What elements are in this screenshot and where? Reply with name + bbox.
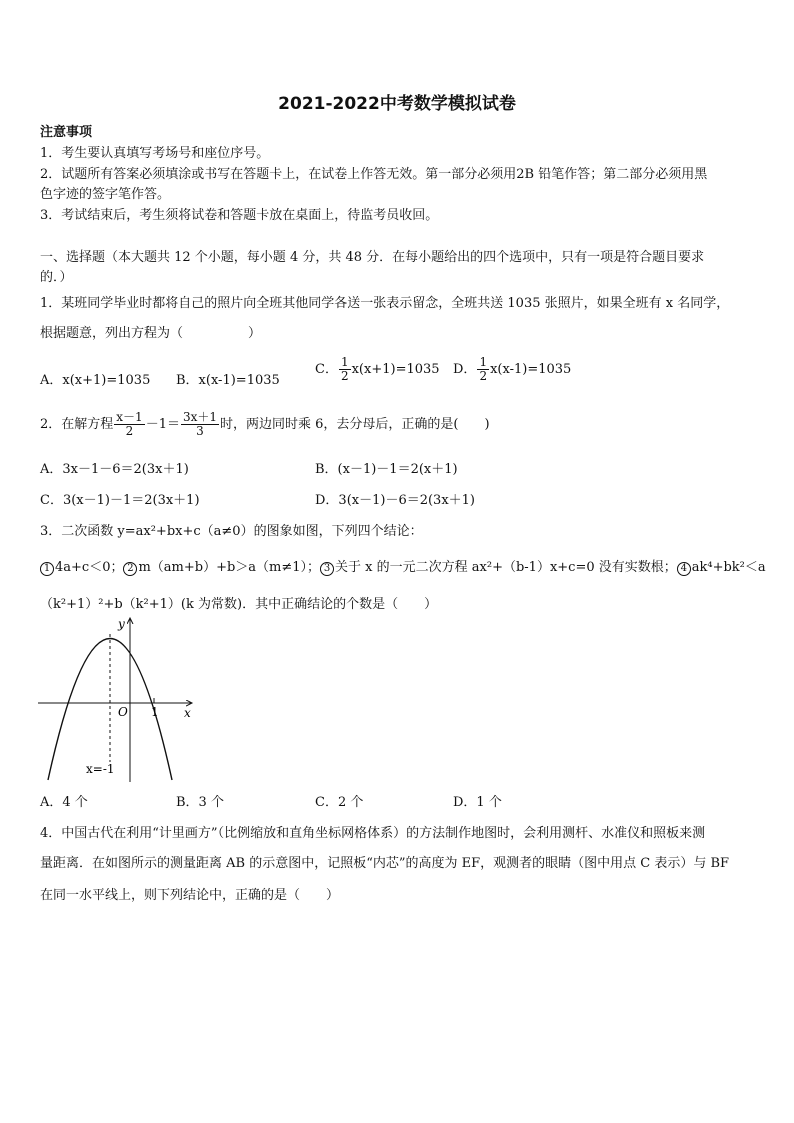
fraction: $\frac{3x+1}{3}$ [182,410,218,438]
circle-number-3: 3 [320,562,334,576]
notice-item: 3．考试结束后，考生须将试卷和答题卡放在桌面上，待监考员收回。 [40,208,439,223]
option-1c [315,356,440,383]
option-expr: x(x+1)=1035 [351,362,440,377]
option-2c: C．3(x－1)－1＝2(3x＋1) [40,493,200,508]
option-3b: B．3 个 [176,795,224,810]
circle-number-4: 4 [677,562,691,576]
notice-heading: 注意事项 [40,125,93,140]
option-3d: D．1 个 [453,795,502,810]
option-2b: B．(x－1)－1＝2(x＋1) [315,462,458,477]
question-4-text-cont: 量距离．在如图所示的测量距离 AB 的示意图中，记照板“内芯”的高度为 EF，观测者的眼睛（图中用点 C 表示）与 BF [40,856,730,871]
notice-item: 色字迹的签字笔作答。 [40,187,171,202]
option-2a: A．3x－1－6＝2(3x＋1) [40,462,189,477]
circle-number-1: 1 [40,562,54,576]
page-title: 2021-2022中考数学模拟试卷 [278,94,516,114]
question-4-text-cont: 在同一水平线上，则下列结论中，正确的是（ ） [40,888,340,903]
question-3-conclusions: 1 4a+c＜0； 2 m（am+b）+b＞a（m≠1）； 3 关于 x 的一元二次方程 ax²+（b-1）x+c=0 没有实数根； 4 ak⁴+bk²＜a [40,556,766,576]
fraction: $\frac{1}{2}$ [340,355,349,383]
symmetry-axis-label: x=-1 [86,762,115,776]
option-1b: B．x(x-1)=1035 [176,373,280,388]
question-2-text: 2．在解方程 $\frac{x-1}{2}$ －1＝ $\frac{3x+1}{3}$ 时，两边同时乘 6，去分母后，正确的是( ) [40,410,490,438]
section-heading-cont: 的．） [40,270,73,285]
option-label: C． [315,362,338,377]
question-4-text: 4．中国古代在利用“计里画方”（比例缩放和直角坐标网格体系）的方法制作地图时，会利用测杆、水准仪和照板来测 [40,826,706,841]
origin-label: O [118,705,128,719]
question-1-text-cont: 根据题意，列出方程为（ ） [40,326,262,341]
fraction: $\frac{x-1}{2}$ [116,410,143,438]
tick-label-1: 1 [151,705,159,719]
section-heading: 一、选择题（本大题共 12 个小题，每小题 4 分，共 48 分．在每小题给出的四个选项中，只有一项是符合题目要求 [40,250,705,265]
circle-number-2: 2 [123,562,137,576]
question-1-text: 1．某班同学毕业时都将自己的照片向全班其他同学各送一张表示留念，全班共送 1035 张照片，如果全班有 x 名同学， [40,296,730,311]
y-axis-label: y [118,617,125,631]
parabola-graph [36,612,206,784]
question-3-text: 3．二次函数 y=ax²+bx+c（a≠0）的图象如图，下列四个结论： [40,524,423,539]
option-label: D． [453,362,477,377]
notice-item: 2．试题所有答案必须填涂或书写在答题卡上，在试卷上作答无效。第一部分必须用2B 铅笔作答；第二部分必须用黑 [40,167,708,182]
option-3a: A．4 个 [40,795,88,810]
notice-item: 1．考生要认真填写考场号和座位序号。 [40,146,270,161]
option-2d: D．3(x－1)－6＝2(3x＋1) [315,493,475,508]
x-axis-label: x [184,706,191,720]
question-3-text-cont: （k²+1）²+b（k²+1）(k 为常数)．其中正确结论的个数是（ ） [40,597,438,612]
option-3c: C．2 个 [315,795,364,810]
option-1a: A．x(x+1)=1035 [40,373,151,388]
option-expr: x(x-1)=1035 [490,362,572,377]
option-1d [453,356,571,383]
fraction: $\frac{1}{2}$ [479,355,488,383]
